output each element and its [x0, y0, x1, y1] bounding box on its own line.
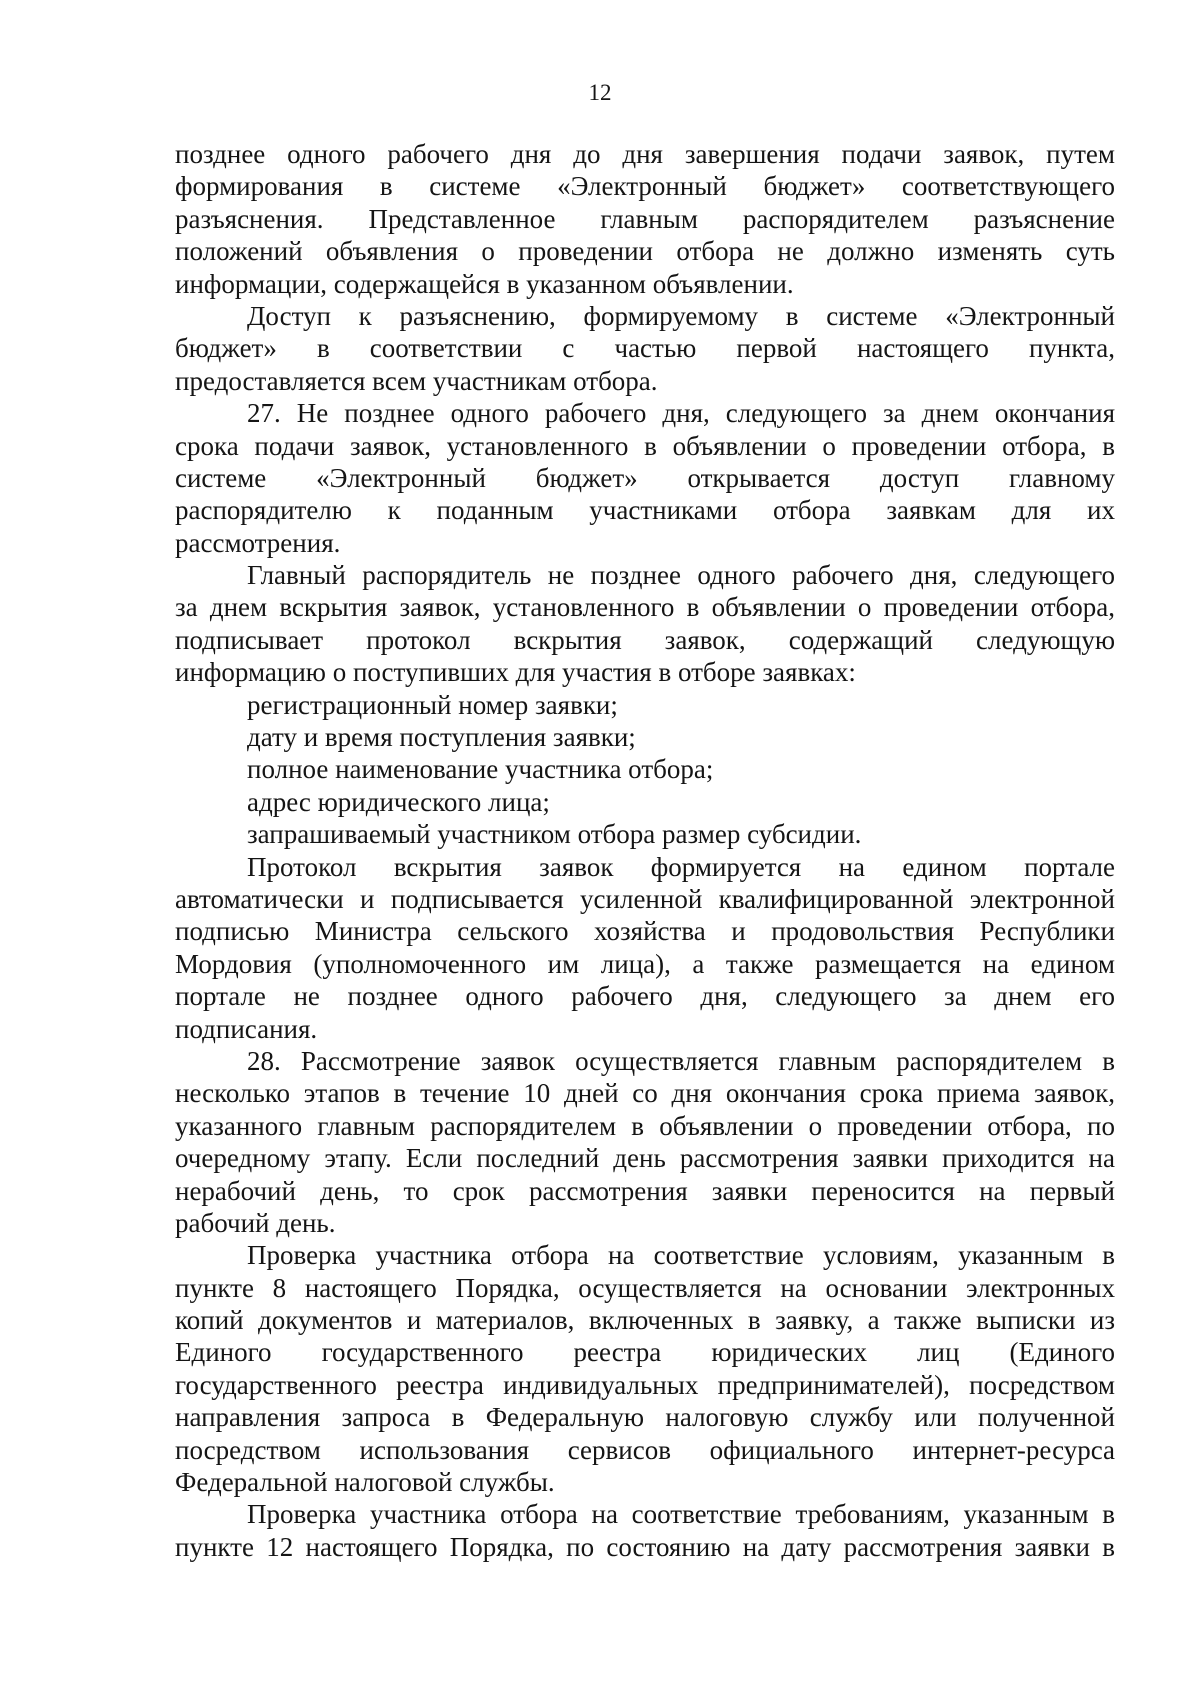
text-line: позднее одного рабочего дня до дня завершения подачи заявок, путем: [175, 139, 1115, 169]
text-line: государственного реестра индивидуальных предпринимателей), посредством: [175, 1369, 1115, 1400]
text-line: бюджет» в соответствии с частью первой настоящего пункта,: [175, 333, 1115, 364]
text-line: Федеральной налоговой службы.: [175, 1467, 555, 1498]
text-line: автоматически и подписывается усиленной квалифицированной электронной: [175, 883, 1115, 914]
text-line: копий документов и материалов, включенных в заявку, а также выписки из: [175, 1305, 1115, 1336]
text-line: пункте 8 настоящего Порядка, осуществляется на основании электронных: [175, 1272, 1115, 1303]
text-line: нерабочий день, то срок рассмотрения заявки переносится на первый: [175, 1175, 1115, 1206]
text-line: Проверка участника отбора на соответствие требованиям, указанным в: [247, 1499, 1115, 1530]
text-line: подписания.: [175, 1013, 318, 1044]
text-line: запрашиваемый участником отбора размер субсидии.: [247, 819, 862, 850]
text-line: предоставляется всем участникам отбора.: [175, 365, 658, 396]
text-line: Проверка участника отбора на соответствие условиям, указанным в: [247, 1240, 1115, 1271]
text-line: рабочий день.: [175, 1207, 336, 1238]
text-line: посредством использования сервисов официального интернет-ресурса: [175, 1434, 1115, 1465]
text-line: полное наименование участника отбора;: [247, 754, 714, 785]
text-line: несколько этапов в течение 10 дней со дня окончания срока приема заявок,: [175, 1078, 1115, 1109]
text-line: Доступ к разъяснению, формируемому в системе «Электронный: [247, 300, 1115, 331]
text-line: Главный распорядитель не позднее одного рабочего дня, следующего: [247, 560, 1115, 591]
text-line: регистрационный номер заявки;: [247, 689, 618, 720]
text-line: Мордовия (уполномоченного им лица), а также размещается на едином: [175, 948, 1115, 979]
text-line: очередному этапу. Если последний день рассмотрения заявки приходится на: [175, 1143, 1115, 1174]
text-line: разъяснения. Представленное главным распорядителем разъяснение: [175, 203, 1115, 234]
text-line: портале не позднее одного рабочего дня, следующего за днем его: [175, 981, 1115, 1012]
text-line: рассмотрения.: [175, 527, 341, 558]
text-line: подписывает протокол вскрытия заявок, содержащий следующую: [175, 624, 1115, 655]
text-line: за днем вскрытия заявок, установленного в объявлении о проведении отбора,: [175, 592, 1115, 623]
text-line: направления запроса в Федеральную налоговую службу или полученной: [175, 1402, 1115, 1433]
page-number: 12: [588, 80, 612, 105]
text-line: распорядителю к поданным участниками отбора заявкам для их: [175, 495, 1115, 526]
text-line: срока подачи заявок, установленного в объявлении о проведении отбора, в: [175, 430, 1115, 461]
text-line: системе «Электронный бюджет» открывается доступ главному: [175, 462, 1115, 493]
text-line: информации, содержащейся в указанном объявлении.: [175, 268, 794, 299]
text-line: 28. Рассмотрение заявок осуществляется главным распорядителем в: [247, 1045, 1115, 1076]
text-line: формирования в системе «Электронный бюджет» соответствующего: [175, 171, 1115, 202]
text-line: адрес юридического лица;: [247, 786, 550, 817]
text-line: информацию о поступивших для участия в отборе заявках:: [175, 657, 856, 688]
text-line: 27. Не позднее одного рабочего дня, следующего за днем окончания: [247, 398, 1115, 429]
text-line: пункте 12 настоящего Порядка, по состоянию на дату рассмотрения заявки в: [175, 1531, 1115, 1562]
text-line: указанного главным распорядителем в объявлении о проведении отбора, по: [175, 1110, 1115, 1141]
text-line: положений объявления о проведении отбора не должно изменять суть: [175, 236, 1115, 267]
document-body: [175, 138, 1115, 1563]
text-line: Протокол вскрытия заявок формируется на едином портале: [247, 851, 1115, 882]
text-line: Единого государственного реестра юридических лиц (Единого: [175, 1337, 1115, 1368]
text-line: дату и время поступления заявки;: [247, 722, 636, 753]
text-line: подписью Министра сельского хозяйства и продовольствия Республики: [175, 916, 1115, 947]
